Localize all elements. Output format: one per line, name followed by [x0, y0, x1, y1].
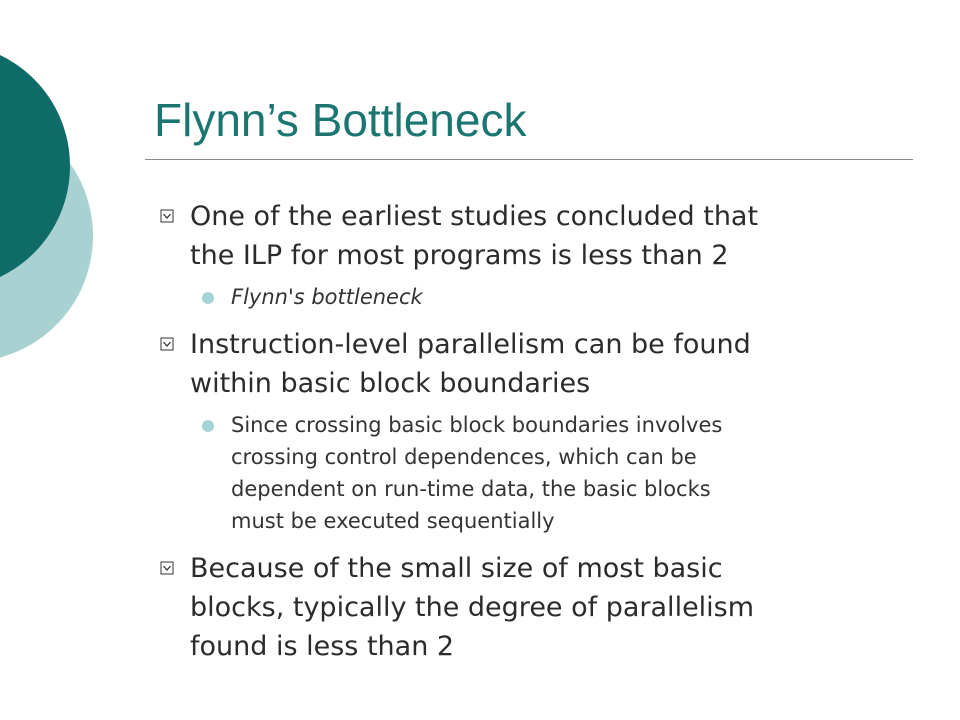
bullet-item-2: [160, 325, 880, 403]
bullet-item-3: [160, 549, 880, 666]
bullet-line: Instruction-level parallelism can be found: [190, 329, 751, 360]
decorative-circles: [0, 0, 120, 400]
bullet-line: the ILP for most programs is less than 2: [190, 240, 729, 271]
slide-title: Flynn’s Bottleneck: [154, 94, 527, 146]
dot-icon: [202, 292, 214, 304]
sub-bullet-item: [231, 281, 880, 313]
bullet-line: One of the earliest studies concluded that: [190, 201, 759, 232]
sub-bullet-line: crossing control dependences, which can be: [231, 445, 697, 469]
sub-bullet-line: Since crossing basic block boundaries involves: [231, 413, 723, 437]
chevron-box-icon: [160, 209, 174, 223]
sub-bullet-line: must be executed sequentially: [231, 509, 555, 533]
sub-bullet-line: dependent on run-time data, the basic blocks: [231, 477, 711, 501]
title-divider: [145, 159, 913, 160]
bullet-line: blocks, typically the degree of parallelism: [190, 592, 755, 623]
bullet-line: within basic block boundaries: [190, 368, 591, 399]
bullet-item-1: [160, 197, 880, 275]
dot-icon: [202, 420, 214, 432]
chevron-box-icon: [160, 561, 174, 575]
bullet-line: found is less than 2: [190, 631, 455, 662]
chevron-box-icon: [160, 337, 174, 351]
bullet-line: Because of the small size of most basic: [190, 553, 723, 584]
sub-bullet-item: [231, 409, 880, 537]
bullet-list: [160, 197, 880, 666]
sub-bullet-line: Flynn's bottleneck: [231, 285, 423, 309]
